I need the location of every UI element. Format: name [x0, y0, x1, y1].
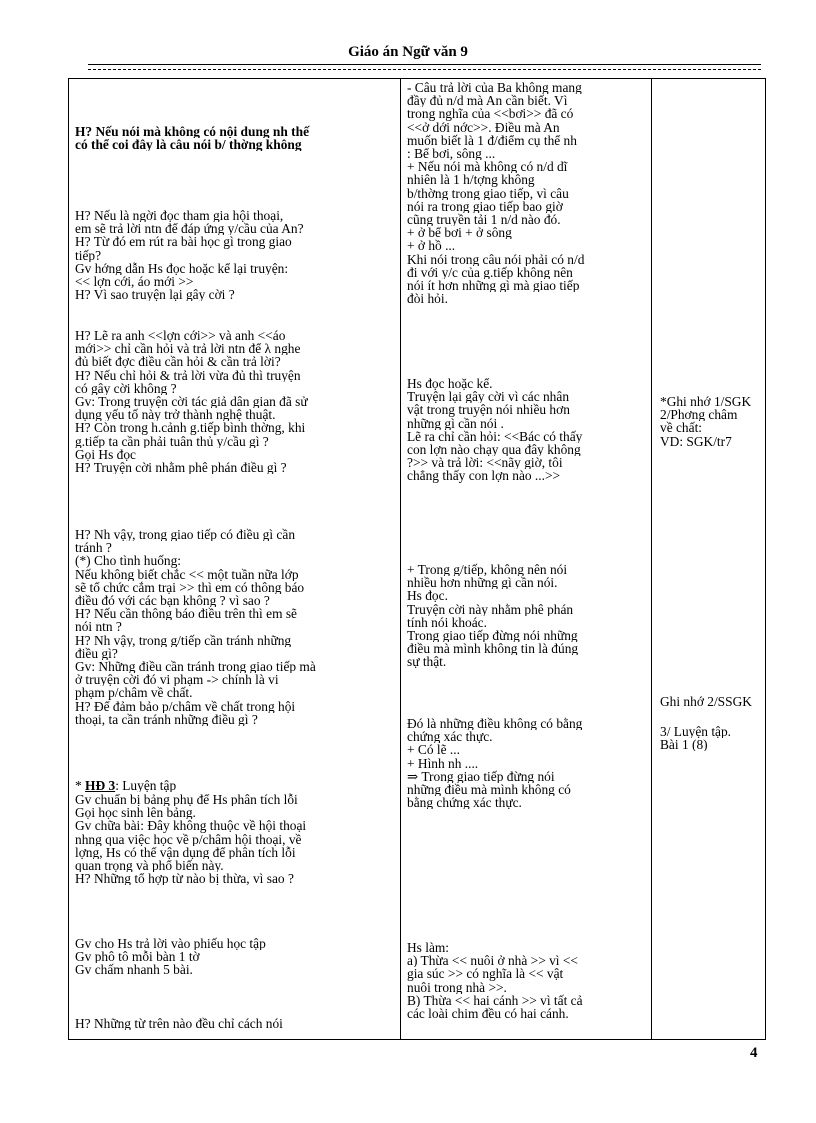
answer-block	[407, 563, 646, 669]
answer-block	[407, 717, 646, 809]
question-block	[75, 793, 395, 885]
answer-block	[407, 377, 646, 483]
text-line: Hs làm:	[407, 941, 450, 955]
text-line: <<ở dới nớc>>. Điều mà An	[407, 120, 560, 134]
text-line: << lợn cới, áo mới >>	[75, 275, 194, 289]
text-line: đầy đủ n/d mà An cần biết. Vì	[407, 94, 568, 108]
text-line: H? Những từ trên nào đều chỉ cách nói	[75, 1017, 283, 1031]
question-block	[75, 528, 395, 726]
text-line: + Nếu nói mà không có n/d dĩ	[407, 160, 568, 174]
question-block	[75, 125, 395, 151]
activity-label: HĐ 3	[85, 779, 116, 793]
text-line: tránh ?	[75, 541, 112, 555]
table-row	[69, 79, 766, 1040]
text-line: - Câu trả lời của Ba không mang	[407, 81, 582, 95]
text-line: đủ biết đợc điều cần hỏi & cần trả lời?	[75, 355, 281, 369]
text-line: Gv chuẩn bị bảng phụ để Hs phân tích lỗi	[75, 793, 298, 807]
text-line: Lẽ ra chỉ cần hỏi: <<Bác có thấy	[407, 429, 583, 444]
text-line: tính nói khoác.	[407, 615, 487, 630]
note-block	[660, 695, 759, 708]
text-line: lợng, Hs có thể vận dụng để phân tích lỗi	[75, 845, 296, 860]
text-line: VD: SGK/tr7	[660, 434, 732, 448]
text-line: về chất:	[660, 421, 703, 435]
text-line: chẳng thấy con lợn nào ...>>	[407, 469, 561, 483]
text-line: muốn biết là 1 đ/điểm cụ thể nh	[407, 133, 577, 148]
teacher-activity-column	[69, 79, 401, 1040]
text-line: ?>> và trả lời: <<nãy giờ, tôi	[407, 456, 563, 470]
text-line: dụng yếu tố này trở thành nghệ thuật.	[75, 408, 276, 422]
text-line: H? Còn trong h.cảnh g.tiếp bình thờng, khi	[75, 421, 306, 435]
activity-title: : Luyện tập	[115, 779, 177, 793]
text-line: em sẽ trả lời ntn để đáp ứng y/cầu của An?	[75, 222, 304, 236]
text-line: nói ít hơn những gì mà giao tiếp	[407, 279, 580, 293]
question-block	[75, 209, 395, 301]
text-line: + Trong g/tiếp, không nên nói	[407, 563, 568, 577]
text-line: gia súc >> có nghĩa là << vật	[407, 967, 564, 981]
text-line: + Hình nh ....	[407, 756, 479, 770]
text-line: H? Nh vậy, trong g/tiếp cần tránh những	[75, 633, 292, 647]
text-line: nhiều hơn những gì cần nói.	[407, 576, 558, 590]
text-line: Hs đọc hoặc kể.	[407, 377, 493, 391]
activity-heading	[75, 779, 395, 792]
text-line: nhiên là 1 h/tợng không	[407, 173, 535, 187]
text-line: có thể coi đây là câu nói b/ thờng không	[75, 138, 302, 152]
text-line: *Ghi nhớ 1/SGK	[660, 395, 752, 409]
text-line: những điều mà mình không có	[407, 783, 571, 797]
text-line: có gây cời không ?	[75, 381, 177, 396]
text-line: H? Nếu nói mà không có nội dung nh thế	[75, 125, 310, 139]
text-line: b/thờng trong giao tiếp, vì câu	[407, 186, 569, 200]
text-line: H? Lẽ ra anh <<lợn cới>> và anh <<áo	[75, 329, 286, 343]
text-line: điều mà mình không tin là đúng	[407, 642, 579, 656]
text-line: Nếu không biết chắc << một tuần nữa lớp	[75, 567, 299, 581]
text-line: những gì cần nói .	[407, 416, 504, 430]
text-line: H? Nếu là ngời đọc tham gia hội thoại,	[75, 209, 284, 223]
text-line: Ghi nhớ 2/SSGK	[660, 695, 752, 709]
text-line: điều đó với các bạn không ? vì sao ?	[75, 594, 270, 608]
text-line: các loài chim đều có hai cánh.	[407, 1007, 569, 1021]
question-block	[75, 1017, 395, 1030]
text-line: H? Từ đó em rút ra bài học gì trong giao	[75, 235, 292, 249]
text-line: + ở bể bơi + ở sông	[407, 226, 512, 240]
text-line: cũng truyền tải 1 n/d nào đó.	[407, 213, 561, 227]
text-line: mới>> chỉ cần hỏi và trả lời ntn để λ nghe	[75, 342, 301, 356]
text-line: vật trong truyện nói nhiều hơn	[407, 403, 570, 417]
text-line: Trong giao tiếp đừng nói những	[407, 629, 578, 643]
text-line: Gv chấm nhanh 5 bài.	[75, 963, 193, 977]
lesson-table	[68, 78, 766, 1040]
text-line: phạm p/châm về chất.	[75, 686, 193, 700]
text-line: ⇒ Trong giao tiếp đừng nói	[407, 769, 555, 784]
text-line: Khi nói trong câu nói phải có n/d	[407, 252, 585, 266]
text-line: Bài 1 (8)	[660, 738, 708, 752]
text-line: (*) Cho tình huống:	[75, 554, 182, 568]
text-line: tiếp?	[75, 248, 102, 262]
text-line: Gv: Những điều cần tránh trong giao tiếp mà	[75, 660, 316, 674]
text-line: Hs đọc.	[407, 589, 448, 603]
text-line: Gv phô tô mỗi bàn 1 tờ	[75, 950, 200, 964]
text-line: chứng xác thực.	[407, 730, 493, 744]
question-block	[75, 329, 395, 474]
header-rule	[88, 64, 761, 70]
text-line: + ở hồ ...	[407, 239, 456, 253]
text-line: điều gì?	[75, 646, 118, 661]
text-line: Truyện cời này nhằm phê phán	[407, 602, 574, 616]
text-line: đi với y/c của g.tiếp không nên	[407, 265, 573, 280]
text-line: thoại, ta cần tránh những điều gì ?	[75, 712, 258, 727]
text-line: bằng chứng xác thực.	[407, 796, 522, 810]
text-line: Đó là những điều không có bằng	[407, 717, 583, 731]
text-line: a) Thừa << nuôi ở nhà >> vì <<	[407, 954, 578, 968]
text-line: H? Những tổ hợp từ nào bị thừa, vì sao ?	[75, 872, 294, 886]
text-line: đòi hỏi.	[407, 292, 448, 306]
text-line: H? Nếu cần thông báo điều trên thì em sẽ	[75, 607, 297, 621]
text-line: 2/Phơng châm	[660, 408, 738, 422]
notes-column	[652, 79, 766, 1040]
text-line: Gọi học sinh lên bảng.	[75, 806, 196, 820]
text-line: H? Nếu chỉ hỏi & trả lời vừa đủ thì truyện	[75, 368, 301, 382]
text-line: Gv hớng dẫn Hs đọc hoặc kể lại truyện:	[75, 261, 289, 276]
text-line: B) Thừa << hai cánh >> vì tất cả	[407, 993, 583, 1008]
student-activity-column	[401, 79, 652, 1040]
text-line: trong nghĩa của <<bơi>> đã có	[407, 107, 574, 121]
text-line: nhng qua việc học về p/châm hội thoại, về	[75, 832, 302, 846]
page-number: 4	[750, 1045, 758, 1061]
text-line: H? Để đảm bảo p/châm về chất trong hội	[75, 699, 296, 713]
text-line: con lợn nào chạy qua đây không	[407, 443, 581, 457]
text-line: nói ntn ?	[75, 620, 122, 634]
note-block	[660, 725, 759, 751]
note-block	[660, 395, 759, 448]
text-line: H? Vì sao truyện lại gây cời ?	[75, 288, 235, 302]
text-line: H? Nh vậy, trong giao tiếp có điều gì cần	[75, 528, 296, 542]
text-line: ở truyện cời đó vi phạm -> chính là vi	[75, 673, 279, 687]
text-line: nói ra trong giao tiếp bao giờ	[407, 199, 563, 214]
text-line: sẽ tổ chức cắm trại >> thì em có thông báo	[75, 580, 305, 595]
answer-block	[407, 941, 646, 1020]
text-line: 3/ Luyện tập.	[660, 725, 732, 739]
text-line: + Có lẽ ...	[407, 743, 460, 757]
page-header: Giáo án Ngữ văn 9	[348, 44, 468, 60]
text-line: Gv chữa bài: Đây không thuộc về hội thoại	[75, 819, 307, 833]
text-line: sự thật.	[407, 655, 447, 669]
text-line: g.tiếp ta cần phải tuân thủ y/cầu gì ?	[75, 434, 269, 448]
text-line: Gv cho Hs trả lời vào phiếu học tập	[75, 937, 266, 951]
text-line: : Bể bơi, sông ...	[407, 147, 496, 161]
text-line: nuôi trong nhà >>.	[407, 980, 507, 994]
text-line: H? Truyện cời nhằm phê phán điều gì ?	[75, 461, 287, 475]
question-block	[75, 937, 395, 977]
answer-block	[407, 81, 646, 305]
text-line: quan trọng và phổ biến này.	[75, 859, 224, 873]
text-line: Gọi Hs đọc	[75, 447, 136, 462]
text-line: Gv: Trong truyện cời tác giả dân gian đã sử	[75, 395, 308, 409]
bullet: *	[75, 779, 86, 793]
text-line: Truyện lại gây cời vì các nhân	[407, 390, 570, 404]
